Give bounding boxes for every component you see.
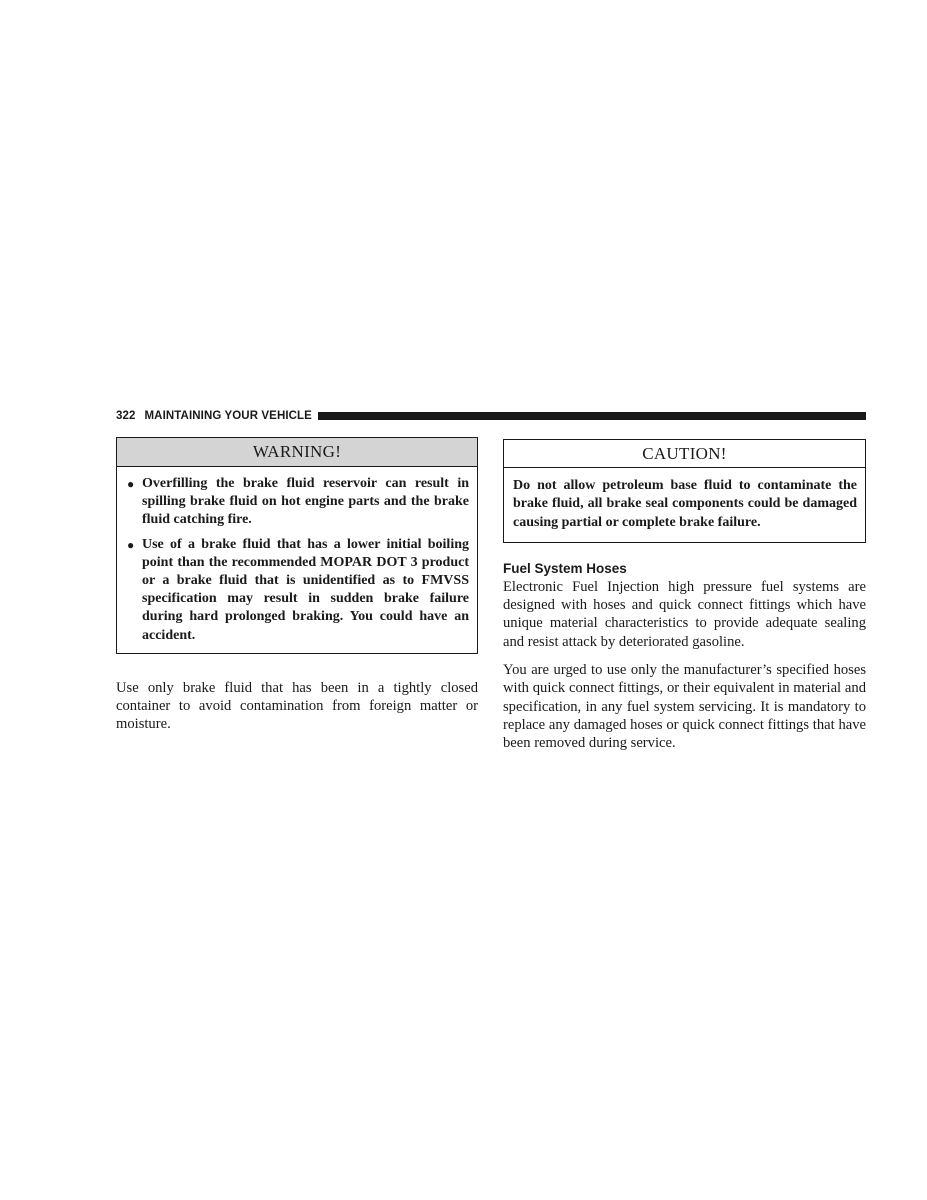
brake-fluid-paragraph: Use only brake fluid that has been in a tightly closed container to avoid contamination from foreign matter or moisture. xyxy=(116,679,478,733)
left-column xyxy=(116,437,478,734)
caution-body: Do not allow petroleum base fluid to contaminate the brake fluid, all brake seal components could be damaged causing partial or complete brake failure. xyxy=(513,478,857,530)
warning-item-text: Use of a brake fluid that has a lower initial boiling point than the recommended MOPAR DOT 3 product or a brake fluid that is unidentified as to FMVSS specification may result in sudden brake failure during hard prolonged braking. You could have an accident. xyxy=(142,536,469,643)
right-column xyxy=(503,439,866,753)
warning-item-text: Overfilling the brake fluid reservoir can result in spilling brake fluid on hot engine parts and the brake fluid catching fire. xyxy=(142,476,469,528)
fuel-system-heading: Fuel System Hoses xyxy=(503,560,627,576)
caution-box xyxy=(503,439,866,543)
page-number: 322 xyxy=(116,410,136,422)
caution-title: CAUTION! xyxy=(504,440,865,468)
page-header xyxy=(116,408,866,424)
warning-item xyxy=(127,475,469,530)
header-rule xyxy=(318,412,866,420)
warning-item xyxy=(127,536,469,645)
bullet-icon: ● xyxy=(127,537,135,552)
fuel-system-paragraph: Electronic Fuel Injection high pressure fuel systems are designed with hoses and quick connect fittings which have unique material characteristics to provide adequate sealing and resist attack by deteriorated gasoline. xyxy=(503,578,866,650)
section-title: MAINTAINING YOUR VEHICLE xyxy=(144,410,312,422)
fuel-system-paragraph: You are urged to use only the manufacturer’s specified hoses with quick connect fittings, or their equivalent in material and specification, in any fuel system servicing. It is mandatory to replace any damaged hoses or quick connect fittings that have been removed during service. xyxy=(503,662,866,752)
warning-body xyxy=(117,467,477,653)
warning-title: WARNING! xyxy=(117,438,477,467)
bullet-icon: ● xyxy=(127,477,135,491)
warning-box xyxy=(116,437,478,654)
